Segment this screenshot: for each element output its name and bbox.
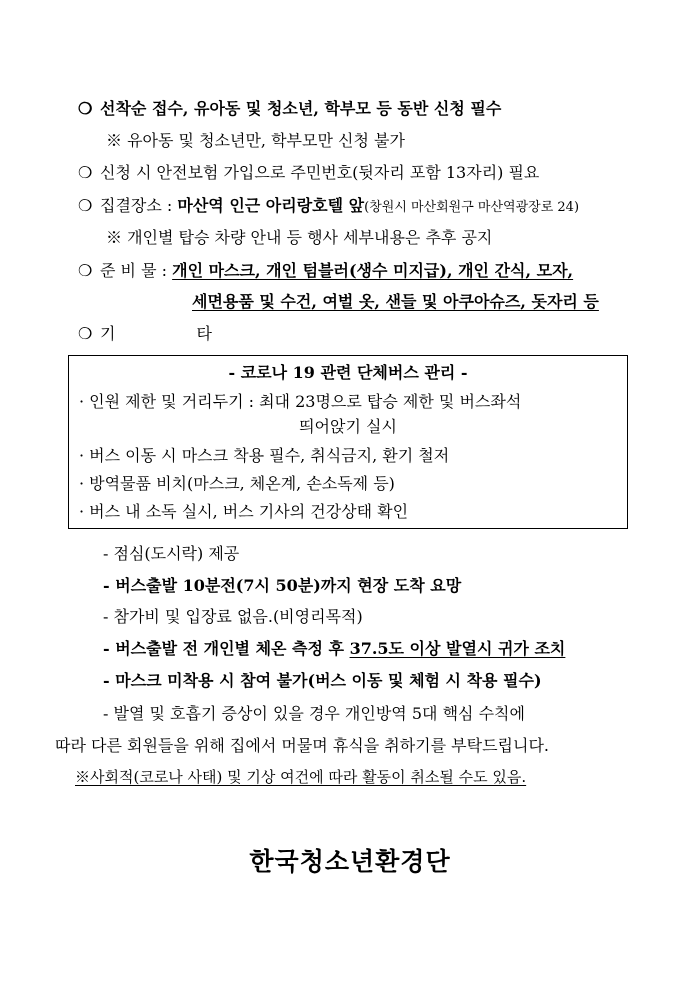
circle-bullet-icon: ❍ (78, 196, 93, 215)
etc-label: 기 타 (100, 324, 250, 343)
item-etc (78, 323, 250, 345)
covid-line3: · 방역물품 비치(마스크, 체온계, 손소독제 등) (79, 474, 395, 493)
organization-name: 한국청소년환경단 (249, 847, 451, 876)
note-lunch: - 점심(도시락) 제공 (103, 544, 240, 563)
insurance-text: 신청 시 안전보험 가입으로 주민번호(뒷자리 포함 13자리) 필요 (100, 163, 540, 182)
circle-bullet-icon: ❍ (78, 99, 93, 118)
temp-underlined: 37.5도 이상 발열시 귀가 조치 (349, 639, 566, 658)
covid-line2: · 버스 이동 시 마스크 착용 필수, 취식금지, 환기 철저 (79, 446, 450, 465)
note-mask: - 마스크 미착용 시 참여 불가(버스 이동 및 체험 시 착용 필수) (103, 671, 542, 690)
note-fee: - 참가비 및 입장료 없음.(비영리목적) (103, 607, 363, 626)
note-fever2: 따라 다른 회원들을 위해 집에서 머물며 휴식을 취하기를 부탁드립니다. (55, 736, 549, 755)
temp-prefix: - 버스출발 전 개인별 체온 측정 후 (103, 639, 350, 658)
meeting-note: ※ 개인별 탑승 차량 안내 등 행사 세부내용은 추후 공지 (106, 228, 493, 247)
circle-bullet-icon: ❍ (78, 261, 93, 280)
first-come-text: 선착순 접수, 유아동 및 청소년, 학부모 등 동반 신청 필수 (100, 99, 502, 118)
covid-line1a: · 인원 제한 및 거리두기 : 최대 23명으로 탑승 제한 및 버스좌석 (79, 392, 522, 411)
supplies-label: 준 비 물 : (100, 261, 173, 280)
note-arrival: - 버스출발 10분전(7시 50분)까지 현장 도착 요망 (103, 576, 462, 595)
meeting-label: 집결장소 : (100, 196, 178, 215)
circle-bullet-icon: ❍ (78, 163, 93, 182)
covid-line1b: 띄어앉기 실시 (299, 417, 397, 436)
item-meeting (78, 195, 579, 219)
note-cancel: ※사회적(코로나 사태) 및 기상 여건에 따라 활동이 취소될 수도 있음. (75, 768, 527, 786)
item-first-come (78, 98, 501, 120)
item-supplies (78, 260, 573, 282)
note-fever1: - 발열 및 호흡기 증상이 있을 경우 개인방역 5대 핵심 수칙에 (103, 704, 525, 723)
circle-bullet-icon: ❍ (78, 324, 93, 343)
supplies-line2: 세면용품 및 수건, 여벌 옷, 샌들 및 아쿠아슈즈, 돗자리 등 (192, 292, 599, 311)
item-insurance (78, 162, 539, 184)
supplies-line1: 개인 마스크, 개인 텀블러(생수 미지급), 개인 간식, 모자, (172, 261, 574, 280)
first-come-note: ※ 유아동 및 청소년만, 학부모만 신청 불가 (106, 131, 405, 150)
meeting-place: 마산역 인근 아리랑호텔 앞 (177, 196, 365, 215)
covid-bus-box (68, 355, 628, 529)
covid-box-title: - 코로나 19 관련 단체버스 관리 - (228, 363, 468, 382)
note-temperature (103, 638, 565, 660)
covid-line4: · 버스 내 소독 실시, 버스 기사의 건강상태 확인 (79, 502, 409, 521)
meeting-address: (창원시 마산회원구 마산역광장로 24) (364, 200, 580, 215)
